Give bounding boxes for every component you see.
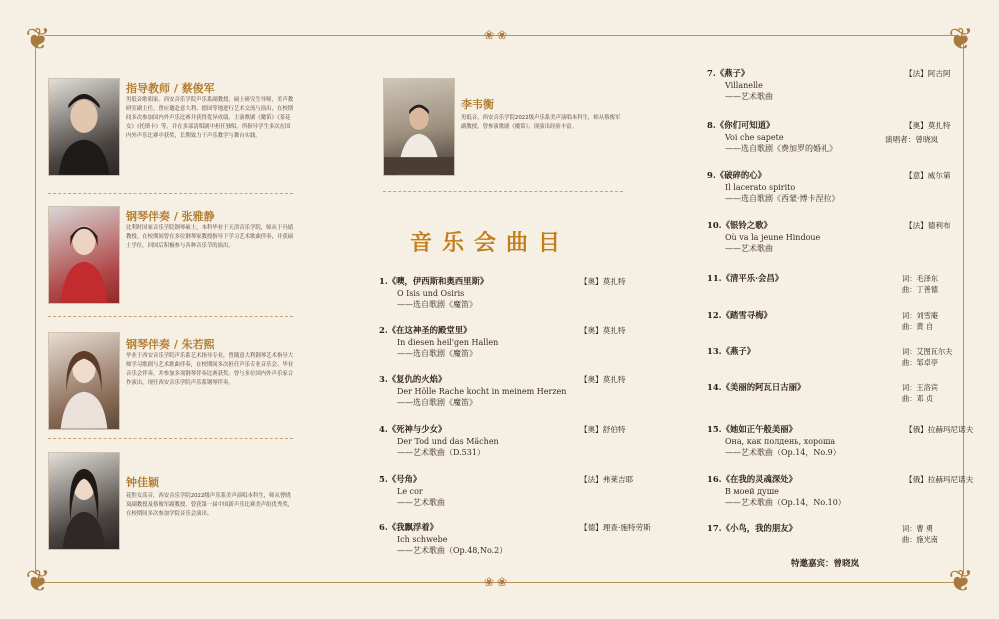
bio-text: 男低音歌唱家。西安音乐学院声乐系副教授，硕士研究生导师，美声教研室副主任。曾应邀赴意大利、德国等地进行艺术交流与演出，在校期间多次参加国内外声乐比赛并获得优异成绩。主演歌剧《魔笛》《茶花女》《托斯卡》等，并在多部清唱剧中担任独唱。所指导学生多次在国内外声乐比赛中获奖，长期致力于声乐教学与舞台实践。	[126, 97, 294, 139]
program-item-title: 4.《死神与少女》	[379, 424, 447, 434]
program-item-composer: 【奥】莫扎特	[580, 277, 626, 286]
corner-ornament-icon: ❦	[25, 564, 51, 599]
program-item-original-title: Où va la jeune Hindoue	[725, 232, 821, 242]
program-item-source: ——艺术歌曲	[725, 92, 773, 101]
program-item-composer: 曲：邓 贞	[902, 394, 934, 403]
program-item-composer: 曲：黄 自	[902, 322, 934, 331]
program-item-source: ——选自歌剧《魔笛》	[397, 398, 477, 407]
program-item-original-title: Der Hölle Rache kocht in meinem Herzen	[397, 386, 567, 396]
program-item	[379, 276, 579, 311]
bio-text: 比利时国家音乐学院钢琴硕士，本科毕业于天津音乐学院，师从于冯婧教授。在校期间曾在多位钢琴家教授指导下学习艺术歌曲伴奏，并获硕士学位。回国后积极参与各种音乐节的演出。	[126, 225, 294, 249]
program-item-source: ——艺术歌曲（Op.14，No.10）	[725, 498, 846, 507]
program-item-composer: 【奥】莫扎特	[580, 326, 626, 335]
program-item-title: 8.《你们可知道》	[707, 120, 775, 130]
program-item-composer: 曲：施光南	[902, 535, 938, 544]
program-item-lyricist: 词：刘雪庵	[902, 311, 938, 320]
frame-right-line	[963, 44, 964, 574]
program-item-composer: 【俄】拉赫玛尼诺夫	[905, 475, 974, 484]
frame-left-line	[35, 44, 36, 574]
bio-text: 花腔女高音，西安音乐学院2022级声乐系美声演唱本科生，师从曹晓岚副教授及蔡俊军副教授。曾获第一届中国新声乐比赛美声组优秀奖，在校期间多次参加学院音乐会演出。	[126, 493, 294, 517]
program-item-composer: 【奥】莫扎特	[905, 121, 951, 130]
bio-title: 钢琴伴奏 / 张雅静	[126, 210, 215, 223]
program-item-original-title: Il lacerato spirito	[725, 182, 796, 192]
program-item-title: 15.《她如正午般美丽》	[707, 424, 797, 434]
special-guest: 特邀嘉宾：曾晓岚	[791, 559, 860, 569]
bio-title: 李韦衡	[461, 98, 494, 111]
program-item-title: 9.《破碎的心》	[707, 170, 766, 180]
program-title: 音乐会曲目	[410, 231, 571, 256]
corner-ornament-icon: ❦	[25, 22, 51, 57]
divider	[48, 438, 293, 439]
corner-ornament-icon: ❦	[948, 564, 974, 599]
program-item-title: 14.《美丽的阿瓦日古丽》	[707, 382, 806, 392]
program-item-composer: 【法】德利布	[905, 221, 951, 230]
program-item-title: 10.《银铃之歌》	[707, 220, 772, 230]
bio-title: 钟佳颖	[126, 476, 159, 489]
corner-ornament-icon: ❦	[948, 22, 974, 57]
portrait-photo	[48, 452, 120, 550]
program-item	[707, 170, 907, 205]
program-item-original-title: Voi che sapete	[725, 132, 784, 142]
program-item	[379, 424, 579, 459]
program-item-composer: 【德】理查·施特劳斯	[580, 523, 651, 532]
program-item-lyricist: 词：艾图瓦尔夫	[902, 347, 953, 356]
program-item-title: 13.《燕子》	[707, 346, 756, 356]
program-item-composer: 【法】弗莱吉耶	[580, 475, 634, 484]
program-item-original-title: Ich schwebe	[397, 534, 448, 544]
program-item-title: 16.《在我的灵魂深处》	[707, 474, 797, 484]
portrait-photo	[48, 332, 120, 430]
program-item-composer: 【法】阿古阿	[905, 69, 951, 78]
program-item-title: 5.《号角》	[379, 474, 422, 484]
program-item	[707, 68, 907, 103]
program-item-performer: 演唱者：曾晓岚	[885, 135, 939, 144]
program-item	[707, 424, 907, 459]
program-item-composer: 【奥】舒伯特	[580, 425, 626, 434]
program-item-source: ——选自歌剧《魔笛》	[397, 300, 477, 309]
program-item-original-title: Villanelle	[725, 80, 763, 90]
program-item-title: 3.《复仇的火焰》	[379, 374, 447, 384]
program-item-source: ——艺术歌曲（Op.48,No.2）	[397, 546, 508, 555]
program-item-title: 12.《踏雪寻梅》	[707, 310, 772, 320]
program-item-source: ——选自歌剧《魔笛》	[397, 349, 477, 358]
program-item-source: ——艺术歌曲（Op.14，No.9）	[725, 448, 841, 457]
program-item	[707, 310, 907, 322]
portrait-photo	[383, 78, 455, 176]
program-item	[707, 474, 907, 509]
program-item-composer: 曲：丁善德	[902, 285, 938, 294]
divider	[48, 316, 293, 317]
program-item-title: 7.《燕子》	[707, 68, 750, 78]
program-item-original-title: O Isis und Osiris	[397, 288, 465, 298]
portrait-photo	[48, 78, 120, 176]
portrait-photo	[48, 206, 120, 304]
program-item-title: 1.《噢，伊西斯和奥西里斯》	[379, 276, 489, 286]
program-item	[707, 382, 907, 394]
program-item-original-title: Le cor	[397, 486, 423, 496]
center-ornament-icon: ❀❀	[484, 28, 511, 42]
program-item-lyricist: 词：曹 勇	[902, 524, 934, 533]
program-item-source: ——艺术歌曲	[397, 498, 445, 507]
program-item-source: ——艺术歌曲	[725, 244, 773, 253]
program-item-original-title: В моей душе	[725, 486, 779, 496]
program-item-lyricist: 词：毛泽东	[902, 274, 938, 283]
program-item	[707, 523, 907, 535]
program-item-title: 2.《在这神圣的殿堂里》	[379, 325, 472, 335]
program-item	[707, 273, 907, 285]
program-item-source: ——选自歌剧《西蒙·博卡涅拉》	[725, 194, 840, 203]
bio-text: 毕业于西安音乐学院声乐系艺术指导专业，曾随意大利钢琴艺术指导大师学习歌剧与艺术歌曲伴奏，在校期间多次担任声乐专业音乐会、毕业音乐会伴奏，并参加多项钢琴伴奏比赛获奖。曾与多位国内外声乐家合作演出，现任西安音乐学院声乐系钢琴伴奏。	[126, 353, 294, 386]
program-item	[707, 120, 907, 155]
program-item	[379, 374, 579, 409]
program-item	[379, 522, 579, 557]
program-item-source: ——艺术歌曲（D.531）	[397, 448, 485, 457]
bio-title: 指导教师 / 蔡俊军	[126, 82, 215, 95]
program-item-composer: 【意】威尔第	[905, 171, 951, 180]
bio-text: 男低音，西安音乐学院2022级声乐系美声演唱本科生，师从蔡俊军副教授。曾参演歌剧《魔笛》，现演出经验丰富。	[461, 115, 621, 130]
divider	[383, 191, 623, 192]
center-ornament-icon: ❀❀	[484, 575, 511, 589]
program-item-source: ——选自歌剧《费加罗的婚礼》	[725, 144, 837, 153]
program-item-composer: 【俄】拉赫玛尼诺夫	[905, 425, 974, 434]
bio-title: 钢琴伴奏 / 朱若熙	[126, 338, 215, 351]
program-item-lyricist: 词：王洛宾	[902, 383, 938, 392]
program-item	[707, 220, 907, 255]
program-item-title: 6.《我飘浮着》	[379, 522, 438, 532]
program-item-composer: 曲：邹卓亭	[902, 358, 938, 367]
program-item-original-title: In diesen heil'gen Hallen	[397, 337, 499, 347]
program-item	[707, 346, 907, 358]
divider	[48, 193, 293, 194]
program-item-original-title: Она, как полдень, хороша	[725, 436, 836, 446]
program-item-composer: 【奥】莫扎特	[580, 375, 626, 384]
program-item	[379, 474, 579, 509]
program-item-original-title: Der Tod und das Mächen	[397, 436, 499, 446]
program-item-title: 17.《小鸟，我的朋友》	[707, 523, 797, 533]
program-item-title: 11.《清平乐·会昌》	[707, 273, 784, 283]
program-item	[379, 325, 579, 360]
